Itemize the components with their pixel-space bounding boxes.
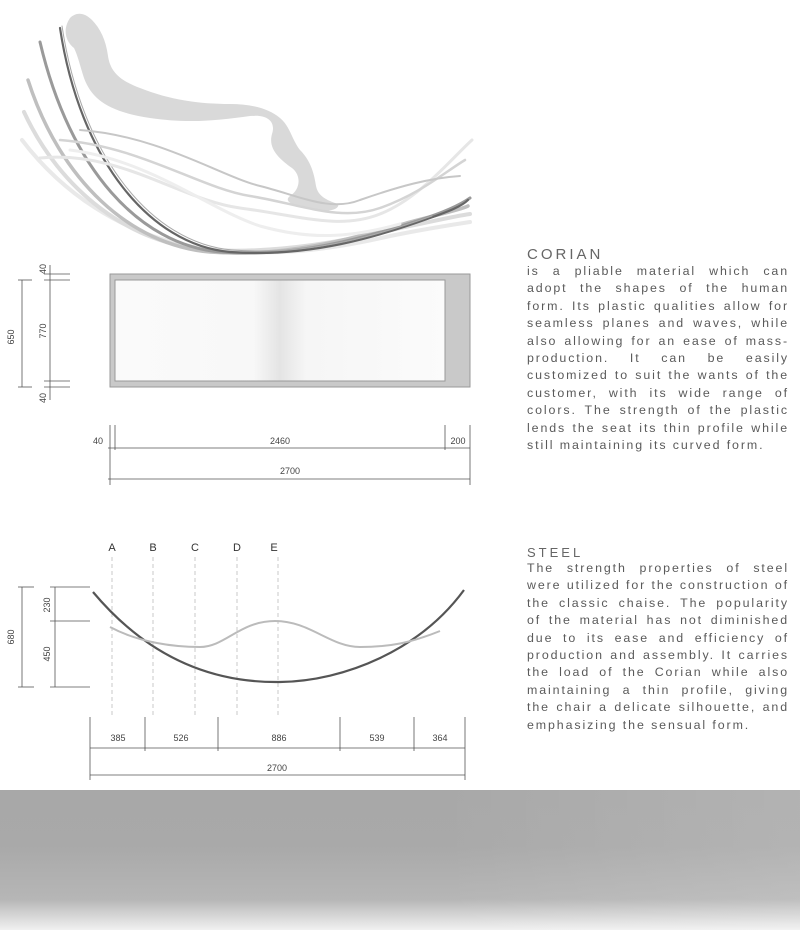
plan-dim-bottom-mid: 2460 — [269, 436, 291, 446]
section-label-d: D — [233, 542, 241, 554]
elev-dim-seg-5: 364 — [432, 733, 448, 743]
footer-band — [0, 790, 800, 930]
steel-description — [527, 545, 789, 734]
corian-seat-curve — [110, 621, 440, 647]
steel-frame-curve — [93, 590, 464, 682]
plan-dim-bottom-left: 40 — [92, 436, 104, 446]
plan-dim-left-total: 650 — [6, 329, 16, 345]
plan-dim-bottom-total: 2700 — [279, 466, 301, 476]
footer-fade — [0, 790, 800, 930]
plan-view-drawing — [0, 255, 500, 495]
elev-dim-seg-3: 886 — [271, 733, 287, 743]
plan-dim-left-bottom: 40 — [38, 392, 48, 404]
corian-body: is a pliable material which can adopt the shapes of the human form. Its plastic qualities allow for seamless planes and waves, while also allowing for an ease of mass-production. It can be easily customized to suit the wants of the customer, with its wide range of colors. The strength of the plastic lends the seat its thin profile while still maintaining its curved form. — [527, 264, 789, 453]
steel-body: The strength properties of steel were utilized for the construction of the classic chaise. The popularity of the material has not diminished due to its ease and efficiency of production and assembly. It carries the load of the Corian while also maintaining a thin profile, giving the chair a delicate silhouette, and emphasizing the sensual form. — [527, 561, 789, 732]
elev-dim-seg-2: 526 — [173, 733, 189, 743]
elev-dim-seg-4: 539 — [369, 733, 385, 743]
section-label-a: A — [108, 542, 116, 554]
elevation-view-drawing — [0, 535, 500, 785]
plan-dim-left-top: 40 — [38, 263, 48, 275]
elev-dim-seg-1: 385 — [110, 733, 126, 743]
section-label-c: C — [191, 542, 199, 554]
plan-bottom-dimensions — [108, 425, 470, 485]
chaise-hero-illustration — [0, 0, 500, 260]
elev-dim-left-bottom: 450 — [42, 646, 52, 662]
corian-description — [527, 246, 789, 454]
section-label-b: B — [149, 542, 157, 554]
corian-title: CORIAN — [527, 246, 604, 263]
plan-dim-bottom-right: 200 — [450, 436, 466, 446]
elev-dim-total: 2700 — [266, 763, 288, 773]
plan-seat-panel — [115, 280, 445, 381]
steel-title: STEEL — [527, 545, 584, 560]
plan-dim-left-mid: 770 — [38, 323, 48, 339]
elev-dim-left-top: 230 — [42, 597, 52, 613]
elevation-left-dimensions — [18, 587, 90, 687]
rail-6 — [62, 26, 432, 251]
section-label-e: E — [270, 542, 278, 554]
elev-dim-left-total: 680 — [6, 629, 16, 645]
